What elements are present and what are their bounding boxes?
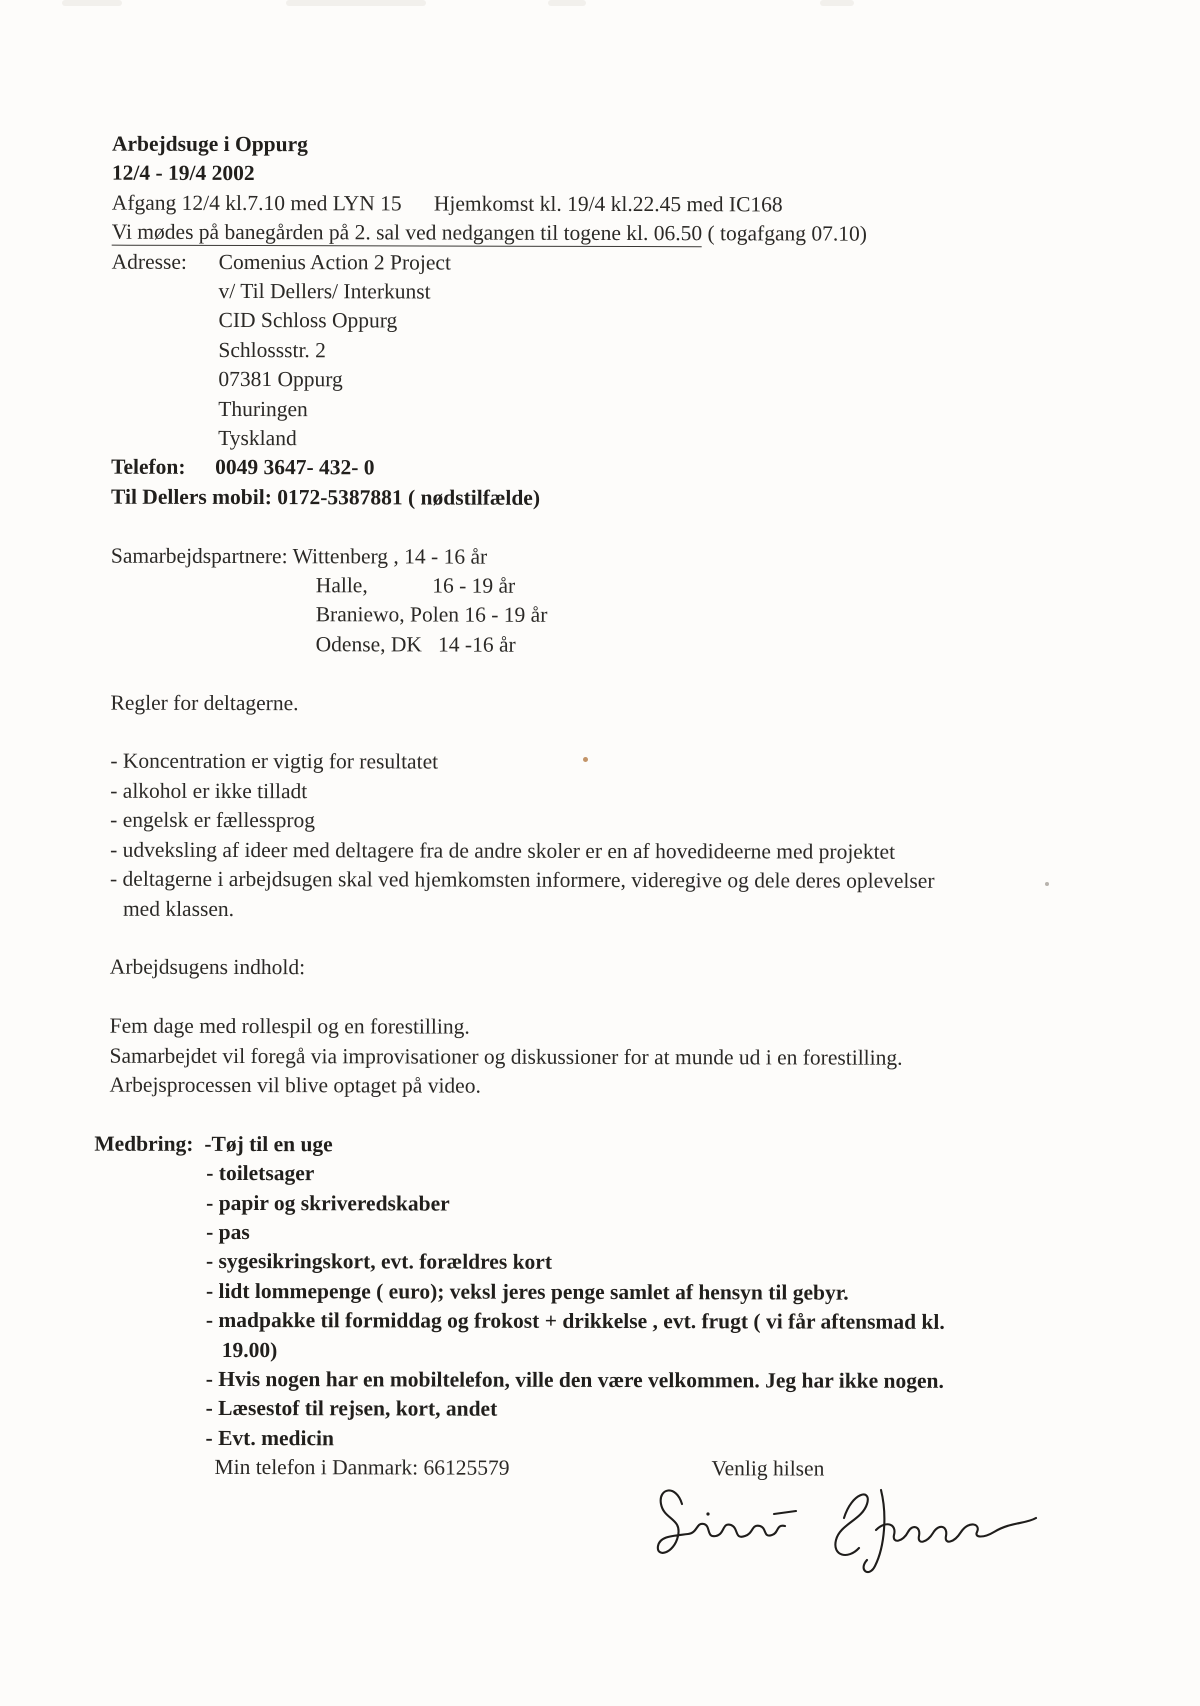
scan-artifact <box>62 0 122 6</box>
rule-item-continuation: med klassen. <box>122 896 235 921</box>
closing-salutation: Venlig hilsen <box>711 1456 825 1481</box>
meeting-info-suffix: ( togafgang 07.10) <box>702 221 867 246</box>
address-line: Tyskland <box>218 426 297 451</box>
address-label: Adresse: <box>111 249 187 274</box>
partners-line: Braniewo, Polen 16 - 19 år <box>315 602 548 628</box>
telefon-value: 0049 3647- 432- 0 <box>215 455 375 480</box>
address-line: Comenius Action 2 Project <box>218 249 451 275</box>
home-phone: Min telefon i Danmark: 66125579 <box>214 1455 510 1480</box>
medbring-section <box>94 1129 1130 1455</box>
doc-date-range: 12/4 - 19/4 2002 <box>111 161 255 186</box>
rules-heading: Regler for deltagerne. <box>110 690 299 715</box>
spacer <box>111 512 1131 544</box>
program-line: Fem dage med rollespil og en forestilling. <box>109 1013 470 1039</box>
scan-artifact-dot <box>1045 882 1049 886</box>
medbring-item: - pas <box>206 1219 250 1244</box>
address-line: v/ Til Dellers/ Interkunst <box>218 278 431 304</box>
medbring-row <box>94 1129 1129 1161</box>
partners-row <box>111 541 1131 573</box>
address-row <box>112 247 1132 279</box>
signature <box>648 1474 1038 1578</box>
medbring-item: - lidt lommepenge ( euro); veksl jeres penge samlet af hensyn til gebyr. <box>205 1278 849 1305</box>
address-line: CID Schloss Oppurg <box>218 308 398 333</box>
medbring-item: - papir og skriveredskaber <box>206 1190 450 1216</box>
letter-content <box>94 130 1132 1485</box>
spacer <box>110 718 1130 750</box>
address-line: 07381 Oppurg <box>218 367 343 392</box>
telefon-row <box>111 453 1131 485</box>
rule-item: - udveksling af ideer med deltagere fra de andre skoler er en af hovedideerne med projektet <box>110 837 896 864</box>
signature-drawing <box>648 1474 1038 1578</box>
medbring-item: - sygesikringskort, evt. forældres kort <box>206 1249 553 1275</box>
rule-item: - deltagerne i arbejdsugen skal ved hjemkomsten informere, videregive og dele deres oplevelser <box>110 866 935 893</box>
partners-line: Odense, DK 14 -16 år <box>315 632 516 657</box>
scan-artifact <box>820 0 854 6</box>
medbring-item: - madpakke til formiddag og frokost + drikkelse , evt. frugt ( vi får aftensmad kl. <box>205 1308 945 1335</box>
meeting-info-underlined: Vi mødes på banegården på 2. sal ved nedgangen til togene kl. 06.50 <box>111 219 703 246</box>
meeting-info <box>112 218 1132 250</box>
medbring-item: - toiletsager <box>206 1161 315 1186</box>
medbring-item: - Læsestof til rejsen, kort, andet <box>205 1396 498 1422</box>
rule-item: - engelsk er fællessprog <box>110 807 316 833</box>
rule-item: - Koncentration er vigtig for resultatet <box>110 749 439 775</box>
mobile-row: Til Dellers mobil: 0172-5387881 ( nødstilfælde) <box>111 484 541 510</box>
doc-title: Arbejdsuge i Oppurg <box>111 131 308 157</box>
scan-artifact-dot <box>583 757 588 762</box>
spacer <box>110 982 1130 1014</box>
spacer <box>111 659 1131 691</box>
medbring-item: - Hvis nogen har en mobiltelefon, ville den være velkommen. Jeg har ikke nogen. <box>205 1366 944 1393</box>
medbring-item: - Evt. medicin <box>205 1425 335 1451</box>
medbring-item-continuation: 19.00) <box>221 1337 278 1362</box>
program-line: Samarbejdet vil foregå via improvisationer og diskussioner for at munde ud i en forestilling. <box>109 1043 903 1070</box>
scan-artifact <box>548 0 586 6</box>
spacer <box>109 1100 1129 1132</box>
rule-item: - alkohol er ikke tilladt <box>110 778 308 804</box>
program-heading: Arbejdsugens indhold: <box>109 954 306 980</box>
medbring-label: Medbring: <box>94 1131 194 1156</box>
medbring-item: -Tøj til en uge <box>204 1131 333 1156</box>
partners-label: Samarbejdspartnere: <box>110 543 293 568</box>
partners-line: Wittenberg , 14 - 16 år <box>292 543 488 569</box>
address-line: Schlossstr. 2 <box>218 337 326 363</box>
address-line: Thuringen <box>218 396 308 421</box>
spacer <box>110 924 1130 956</box>
telefon-label: Telefon: <box>111 455 186 480</box>
scan-artifact <box>286 0 426 6</box>
partners-line: Halle, 16 - 19 år <box>315 573 516 598</box>
departure-info: Afgang 12/4 kl.7.10 med LYN 15 Hjemkomst kl. 19/4 kl.22.45 med IC168 <box>111 190 783 217</box>
program-line: Arbejsprocessen vil blive optaget på video. <box>109 1072 481 1098</box>
